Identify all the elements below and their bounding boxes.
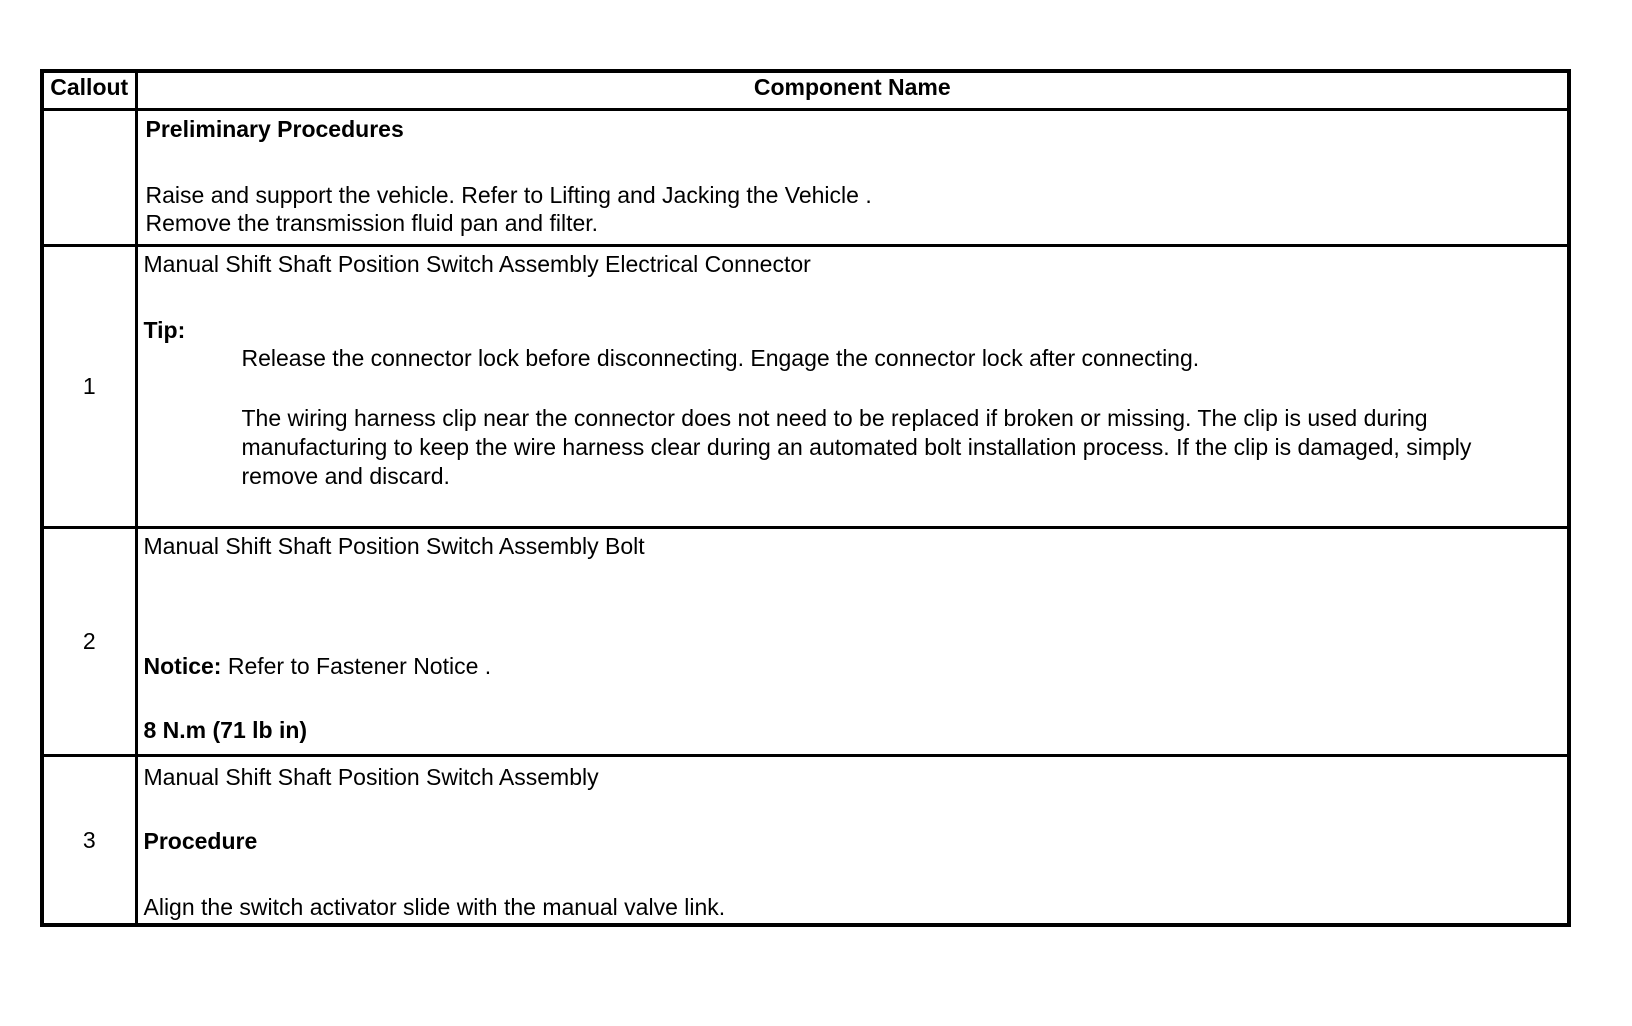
header-component-name: Component Name bbox=[136, 71, 1569, 110]
tip-text-1: Release the connector lock before disconnecting. Engage the connector lock after connecting. bbox=[241, 345, 1200, 371]
component-name: Manual Shift Shaft Position Switch Assembly Electrical Connector bbox=[143, 251, 811, 277]
notice-line bbox=[144, 652, 492, 681]
component-name: Manual Shift Shaft Position Switch Assembly bbox=[143, 764, 599, 790]
component-name: Manual Shift Shaft Position Switch Assembly Bolt bbox=[143, 533, 645, 559]
preliminary-cell bbox=[136, 110, 1569, 246]
component-cell bbox=[136, 528, 1569, 756]
notice-label: Notice: bbox=[143, 653, 222, 679]
procedure-label: Procedure bbox=[143, 828, 258, 854]
table-row bbox=[42, 528, 1569, 756]
table-row bbox=[42, 756, 1569, 926]
tip-label: Tip: bbox=[143, 317, 186, 343]
table-header-row bbox=[42, 71, 1569, 110]
callout-cell-empty bbox=[42, 110, 136, 246]
tip-text-2: The wiring harness clip near the connector does not need to be replaced if broken or missing. The clip is used during manufacturing to keep the wire harness clear during an automated bolt installation process. If the clip is damaged, simply remove and discard. bbox=[241, 405, 1472, 489]
preliminary-line-2: Remove the transmission fluid pan and filter. bbox=[145, 210, 599, 236]
preliminary-title: Preliminary Procedures bbox=[145, 116, 404, 142]
preliminary-line-1: Raise and support the vehicle. Refer to Lifting and Jacking the Vehicle . bbox=[145, 182, 872, 208]
callout-number: 3 bbox=[42, 756, 136, 926]
callout-number: 1 bbox=[42, 246, 136, 528]
callout-number: 2 bbox=[42, 528, 136, 756]
header-callout: Callout bbox=[42, 71, 136, 110]
procedure-table bbox=[40, 69, 1571, 927]
table-row bbox=[42, 246, 1569, 528]
table-row-preliminary bbox=[42, 110, 1569, 246]
component-cell bbox=[136, 756, 1569, 926]
torque-spec: 8 N.m (71 lb in) bbox=[143, 717, 308, 743]
notice-text: Refer to Fastener Notice . bbox=[221, 653, 492, 679]
procedure-text: Align the switch activator slide with the manual valve link. bbox=[143, 894, 726, 920]
component-cell bbox=[136, 246, 1569, 528]
